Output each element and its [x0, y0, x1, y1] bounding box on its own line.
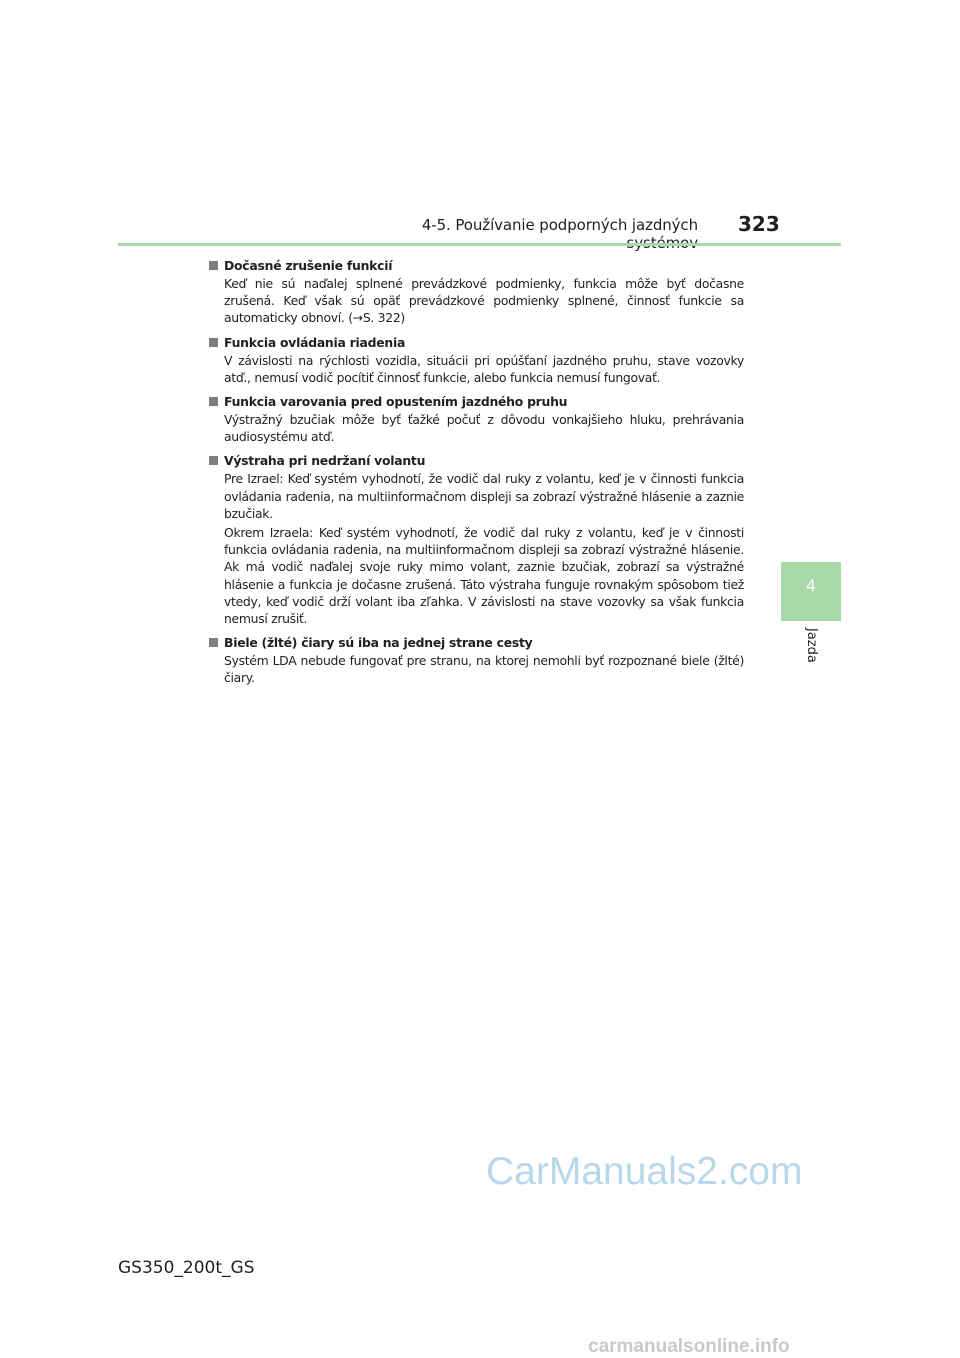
section-heading [209, 256, 744, 275]
square-bullet-icon [209, 456, 218, 465]
section-heading-text: Funkcia ovládania riadenia [224, 334, 406, 350]
section-lane-departure-warning [209, 392, 744, 445]
square-bullet-icon [209, 638, 218, 647]
square-bullet-icon [209, 397, 218, 406]
section-heading-text: Biele (žlté) čiary sú iba na jednej strane cesty [224, 635, 533, 651]
chapter-number: 4 [805, 576, 817, 595]
section-heading-text: Výstraha pri nedržaní volantu [224, 453, 426, 469]
section-paragraph: Keď nie sú naďalej splnené prevádzkové podmienky, funkcia môže byť dočasne zrušená. Keď však sú opäť prevádzkové podmienky splnené, činnosť funkcie sa automaticky obnoví. (→S. 322) [224, 276, 744, 326]
running-header: 4-5. Používanie podporných jazdných [421, 216, 698, 234]
square-bullet-icon [209, 338, 218, 347]
square-bullet-icon [209, 261, 218, 270]
section-hands-off-warning [209, 451, 744, 627]
section-one-side-lines [209, 633, 744, 686]
watermark-link[interactable]: CarManuals2.com [486, 1150, 803, 1193]
section-paragraph: V závislosti na rýchlosti vozidla, situácii pri opúšťaní jazdného pruhu, stave vozovky atď., nemusí vodič pocítiť činnosť funkcie, alebo funkcia nemusí fungovať. [224, 352, 744, 385]
section-paragraph: Výstražný bzučiak môže byť ťažké počuť z dôvodu vonkajšieho hluku, prehrávania audiosystému atď. [224, 412, 744, 445]
header-divider [118, 243, 841, 246]
page-content [209, 256, 744, 693]
section-heading [209, 633, 744, 652]
section-heading [209, 333, 744, 352]
section-paragraph: Systém LDA nebude fungovať pre stranu, na ktorej nemohli byť rozpoznané biele (žlté) čiary. [224, 653, 744, 686]
footer-model-code: GS350_200t_GS [118, 1258, 255, 1278]
section-heading-text: Funkcia varovania pred opustením jazdného pruhu [224, 394, 568, 410]
chapter-label: Jazda [804, 628, 819, 663]
section-heading [209, 451, 744, 470]
section-heading-text: Dočasné zrušenie funkcií [224, 258, 393, 273]
section-heading [209, 392, 744, 411]
section-steering-control [209, 333, 744, 386]
section-temporary-cancel [209, 256, 744, 327]
section-paragraph: Pre Izrael: Keď systém vyhodnotí, že vodič dal ruky z volantu, keď je v činnosti funkcia ovládania radenia, na multiinformačnom displeji sa zobrazí výstražné hlásenie a zaznie bzučiak. [224, 471, 744, 521]
section-paragraph: Okrem Izraela: Keď systém vyhodnotí, že vodič dal ruky z volantu, keď je v činnosti funkcia ovládania radenia, na multiinformačnom displeji sa zobrazí výstražné hlásenie. Ak má vodič naďalej svoje ruky mimo volant, zaznie bzučiak, zobrazí sa výstražné hlásenie a funkcia je dočasne zrušená. Táto výstraha funguje rovnakým spôsobom tiež vtedy, keď vodič drží volant iba zľahka. V závislosti na stave vozovky sa však funkcia nemusí zrušiť. [224, 525, 744, 627]
chapter-tab [781, 562, 841, 621]
page-number: 323 [738, 212, 780, 236]
footer-source-watermark[interactable]: carmanualsonline.info [588, 1336, 790, 1357]
